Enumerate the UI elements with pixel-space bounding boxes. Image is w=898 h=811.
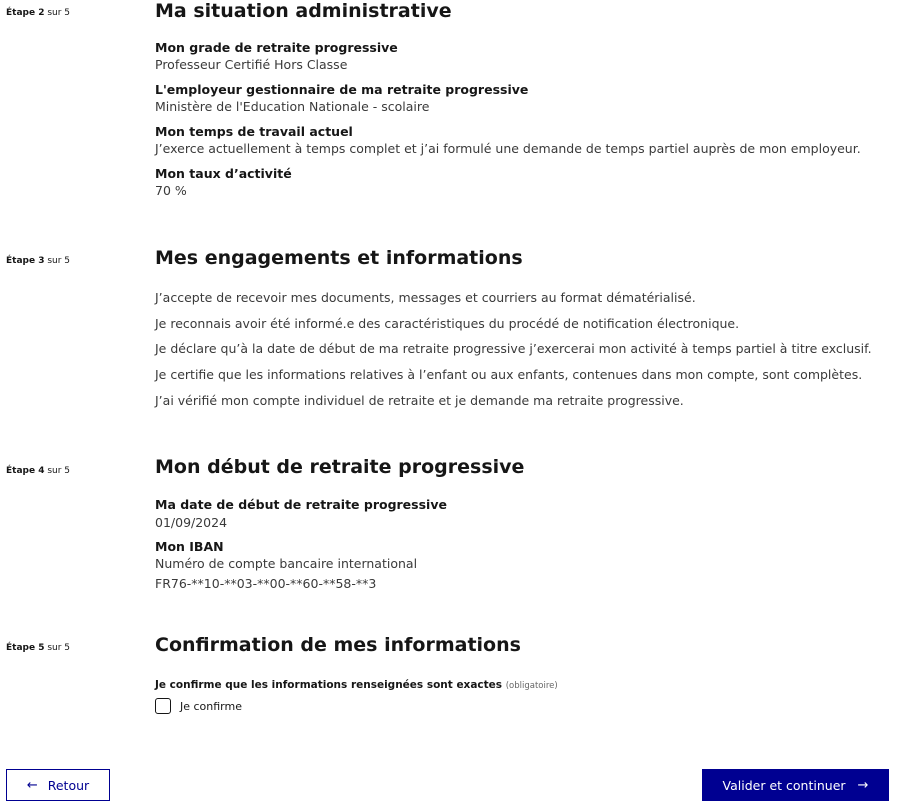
confirmation-question xyxy=(155,679,558,691)
step-indicator-3 xyxy=(6,256,70,266)
employer-value: Ministère de l'Education Nationale - scolaire xyxy=(155,99,430,114)
worktime-label: Mon temps de travail actuel xyxy=(155,124,353,139)
step-number: Étape 5 xyxy=(6,643,45,653)
grade-value: Professeur Certifié Hors Classe xyxy=(155,57,348,72)
step-indicator-2 xyxy=(6,8,70,18)
required-hint: (obligatoire) xyxy=(505,681,558,691)
start-date-value: 01/09/2024 xyxy=(155,515,228,530)
section-title-confirmation: Confirmation de mes informations xyxy=(155,634,521,656)
step-number: Étape 3 xyxy=(6,256,45,266)
step-total: sur 5 xyxy=(47,643,71,653)
section-title-commitments: Mes engagements et informations xyxy=(155,247,523,269)
step-indicator-4 xyxy=(6,466,70,476)
confirm-checkbox-label[interactable]: Je confirme xyxy=(180,700,242,713)
commitment-item: Je déclare qu’à la date de début de ma retraite progressive j’exercerai mon activité à temps partiel à titre exclusif. xyxy=(155,341,872,356)
commitment-item: J’ai vérifié mon compte individuel de retraite et je demande ma retraite progressive. xyxy=(155,393,684,408)
commitment-item: J’accepte de recevoir mes documents, messages et courriers au format dématérialisé. xyxy=(155,290,696,305)
iban-label: Mon IBAN xyxy=(155,539,224,554)
activity-rate-label: Mon taux d’activité xyxy=(155,166,292,181)
section-title-situation: Ma situation administrative xyxy=(155,0,452,22)
step-indicator-5 xyxy=(6,643,70,653)
iban-value: FR76-**10-**03-**00-**60-**58-**3 xyxy=(155,576,377,591)
arrow-left-icon: ← xyxy=(26,777,38,793)
step-number: Étape 2 xyxy=(6,8,45,18)
step-total: sur 5 xyxy=(47,256,71,266)
step-number: Étape 4 xyxy=(6,466,45,476)
commitment-item: Je reconnais avoir été informé.e des caractéristiques du procédé de notification électronique. xyxy=(155,316,740,331)
employer-label: L'employeur gestionnaire de ma retraite progressive xyxy=(155,82,529,97)
arrow-right-icon: → xyxy=(857,777,869,793)
section-title-start: Mon début de retraite progressive xyxy=(155,456,525,478)
confirmation-label: Je confirme que les informations renseignées sont exactes xyxy=(155,679,503,691)
back-button-label: Retour xyxy=(47,777,90,793)
commitment-item: Je certifie que les informations relatives à l’enfant ou aux enfants, contenues dans mon compte, sont complètes. xyxy=(155,367,863,382)
grade-label: Mon grade de retraite progressive xyxy=(155,40,398,55)
confirm-checkbox[interactable] xyxy=(155,698,171,714)
back-button[interactable] xyxy=(6,769,110,801)
next-button-label: Valider et continuer xyxy=(722,777,846,793)
step-total: sur 5 xyxy=(47,8,71,18)
step-total: sur 5 xyxy=(47,466,71,476)
start-date-label: Ma date de début de retraite progressive xyxy=(155,497,447,512)
worktime-value: J’exerce actuellement à temps complet et j’ai formulé une demande de temps partiel auprès de mon employeur. xyxy=(155,141,861,156)
validate-continue-button[interactable] xyxy=(702,769,889,801)
activity-rate-value: 70 % xyxy=(155,183,187,198)
iban-hint: Numéro de compte bancaire international xyxy=(155,556,418,571)
